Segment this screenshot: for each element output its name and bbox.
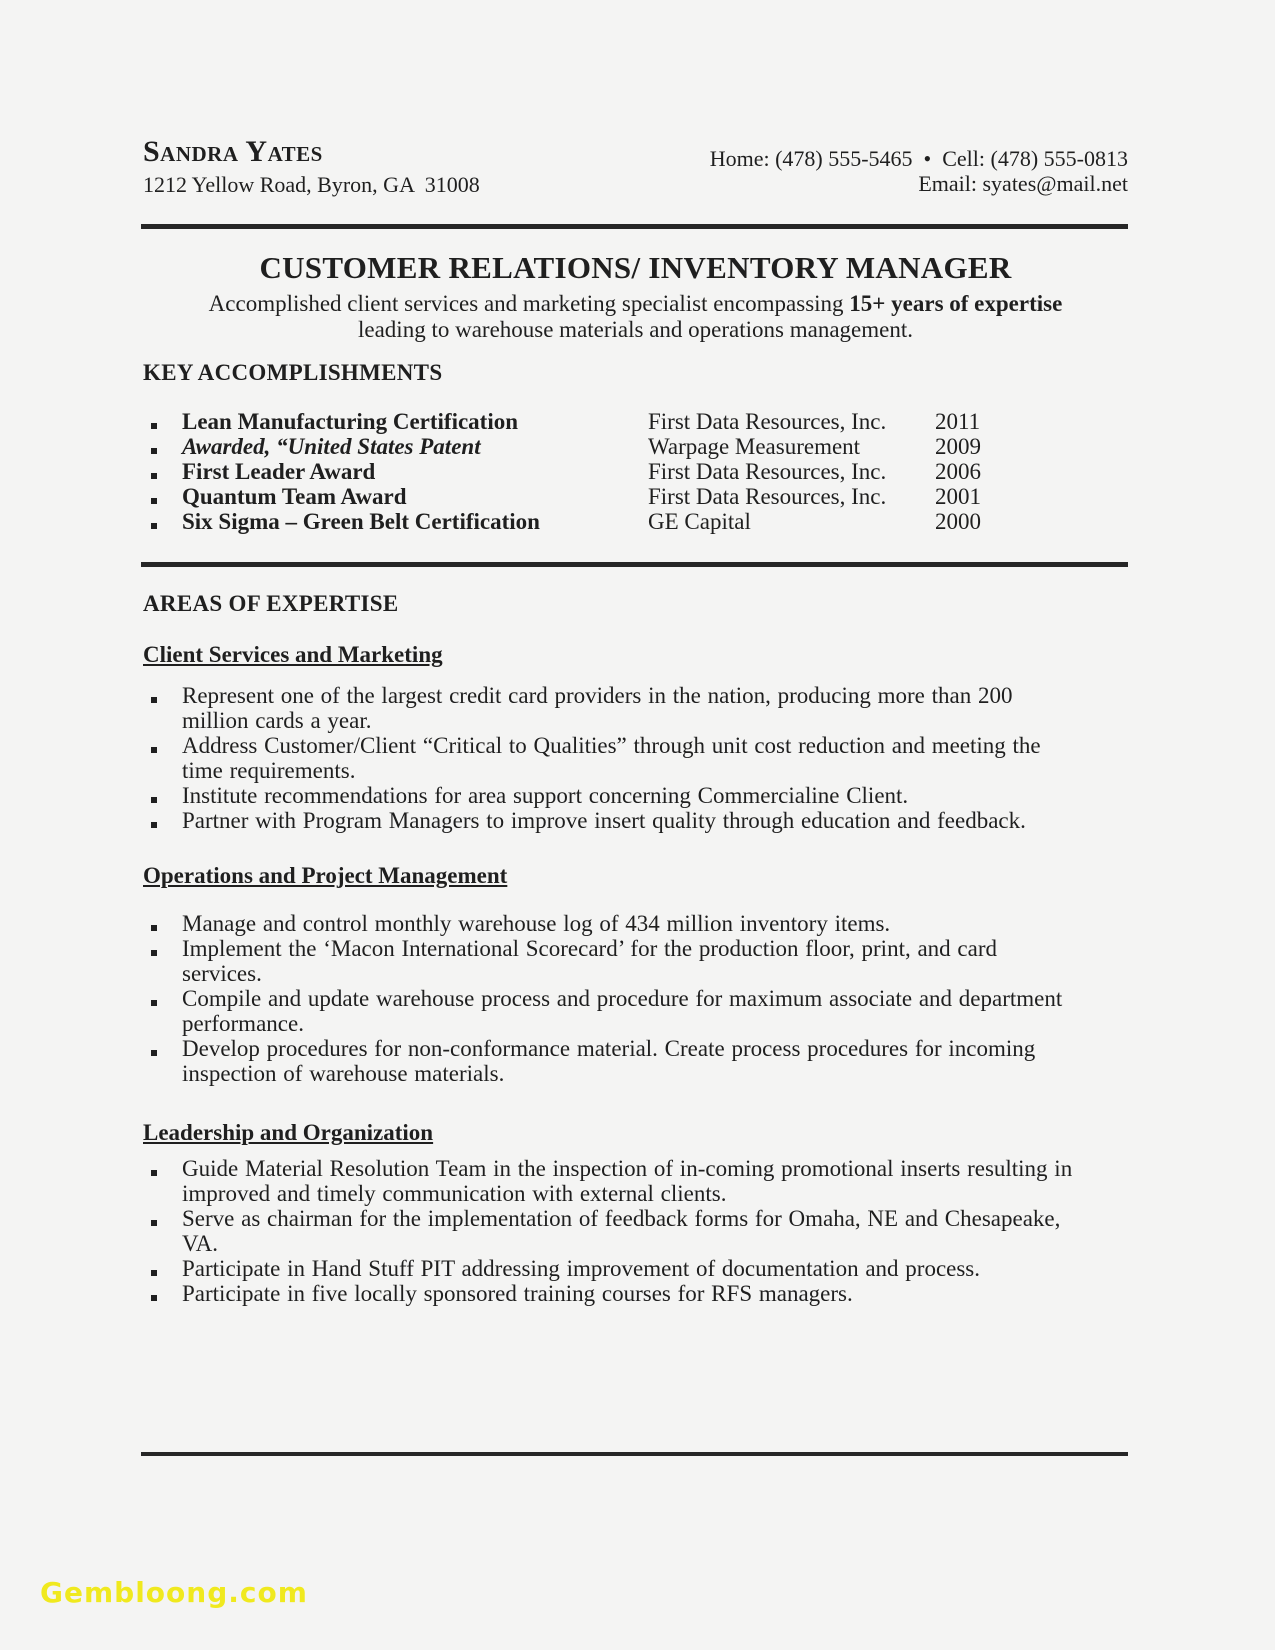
award-year: 2000 — [935, 509, 981, 534]
list-item — [143, 683, 1084, 733]
summary-paragraph — [143, 291, 1128, 343]
phone-line: Home: (478) 555-5465 • Cell: (478) 555-0813 — [709, 146, 1128, 171]
bullet-square-icon — [151, 1295, 157, 1301]
award-name: Quantum Team Award — [182, 484, 407, 509]
list-item — [143, 986, 1084, 1036]
summary-line-2: leading to warehouse materials and operations management. — [358, 317, 913, 342]
email-line: Email: syates@mail.net — [918, 171, 1128, 196]
bullet-square-icon — [151, 1170, 157, 1176]
award-org: First Data Resources, Inc. — [648, 459, 887, 484]
list-item — [143, 808, 1084, 833]
award-year: 2011 — [935, 409, 981, 434]
bullet-text: Develop procedures for non-conformance material. Create process procedures for incoming inspection of warehouse materials. — [182, 1036, 1036, 1086]
subsection-operations-heading: Operations and Project Management — [143, 863, 508, 888]
bullet-text: Serve as chairman for the implementation of feedback forms for Omaha, NE and Chesapeake, VA. — [182, 1206, 1061, 1256]
award-org: GE Capital — [648, 509, 751, 534]
summary-line-1: Accomplished client services and marketing specialist encompassing 15+ years of expertise — [208, 291, 1063, 316]
bullet-text: Participate in Hand Stuff PIT addressing improvement of documentation and process. — [182, 1256, 981, 1281]
bullet-text: Represent one of the largest credit card providers in the nation, producing more than 200 million cards a year. — [182, 683, 1013, 733]
award-name: Lean Manufacturing Certification — [182, 409, 519, 434]
table-row — [143, 409, 1128, 434]
list-item — [143, 1036, 1084, 1086]
award-year: 2001 — [935, 484, 981, 509]
bullet-square-icon — [151, 822, 157, 828]
award-name: Awarded, “United States Patent — [182, 434, 481, 459]
award-org: First Data Resources, Inc. — [648, 484, 887, 509]
bullet-square-icon — [151, 797, 157, 803]
bullet-square-icon — [151, 498, 157, 504]
resume-title: CUSTOMER RELATIONS/ INVENTORY MANAGER — [259, 250, 1012, 285]
list-item — [143, 1256, 1084, 1281]
subsection-client-services-heading: Client Services and Marketing — [143, 642, 443, 667]
leadership-bullet-list — [143, 1156, 1084, 1306]
table-row — [143, 484, 1128, 509]
watermark-text: Gembloong.com — [40, 1576, 308, 1609]
list-item — [143, 783, 1084, 808]
bullet-text: Implement the ‘Macon International Scorecard’ for the production floor, print, and card services. — [182, 936, 997, 986]
list-item — [143, 911, 1084, 936]
bullet-square-icon — [151, 950, 157, 956]
list-item — [143, 1206, 1084, 1256]
key-accomplishments-heading: KEY ACCOMPLISHMENTS — [143, 360, 443, 385]
bullet-square-icon — [151, 423, 157, 429]
bullet-square-icon — [151, 448, 157, 454]
bullet-square-icon — [151, 747, 157, 753]
table-row — [143, 509, 1128, 534]
operations-bullet-list — [143, 911, 1084, 1086]
list-item — [143, 733, 1084, 783]
bullet-square-icon — [151, 523, 157, 529]
award-name: First Leader Award — [182, 459, 376, 484]
person-name: Sandra Yates — [143, 135, 323, 168]
bullet-square-icon — [151, 1220, 157, 1226]
table-row — [143, 459, 1128, 484]
bullet-text: Address Customer/Client “Critical to Qualities” through unit cost reduction and meeting the time requirements. — [182, 733, 1041, 783]
list-item — [143, 936, 1084, 986]
section-divider-rule — [141, 562, 1128, 567]
client-services-bullet-list — [143, 683, 1084, 833]
bullet-text: Partner with Program Managers to improve insert quality through education and feedback. — [182, 808, 1026, 833]
list-item — [143, 1156, 1084, 1206]
award-org: Warpage Measurement — [648, 434, 861, 459]
award-year: 2006 — [935, 459, 981, 484]
bullet-square-icon — [151, 697, 157, 703]
areas-of-expertise-heading: AREAS OF EXPERTISE — [143, 591, 399, 616]
bullet-text: Manage and control monthly warehouse log of 434 million inventory items. — [182, 911, 891, 936]
header-divider-rule — [141, 224, 1128, 229]
bullet-square-icon — [151, 1000, 157, 1006]
award-year: 2009 — [935, 434, 981, 459]
award-name: Six Sigma – Green Belt Certification — [182, 509, 540, 534]
table-row — [143, 434, 1128, 459]
accomplishments-table — [143, 409, 1128, 534]
bullet-square-icon — [151, 1270, 157, 1276]
address-line: 1212 Yellow Road, Byron, GA 31008 — [143, 172, 480, 197]
award-org: First Data Resources, Inc. — [648, 409, 887, 434]
bullet-text: Compile and update warehouse process and procedure for maximum associate and department performance. — [182, 986, 1063, 1036]
bullet-square-icon — [151, 473, 157, 479]
contact-block — [710, 146, 1128, 196]
list-item — [143, 1281, 1084, 1306]
bullet-square-icon — [151, 925, 157, 931]
bullet-text: Guide Material Resolution Team in the inspection of in-coming promotional inserts resulting in improved and timely communication with external clients. — [182, 1156, 1073, 1206]
subsection-leadership-heading: Leadership and Organization — [143, 1120, 434, 1145]
bullet-text: Participate in five locally sponsored training courses for RFS managers. — [182, 1281, 853, 1306]
years-of-expertise-highlight: 15+ years of expertise — [849, 291, 1063, 316]
bullet-square-icon — [151, 1050, 157, 1056]
footer-divider-rule — [141, 1452, 1128, 1456]
bullet-text: Institute recommendations for area support concerning Commercialine Client. — [182, 783, 909, 808]
